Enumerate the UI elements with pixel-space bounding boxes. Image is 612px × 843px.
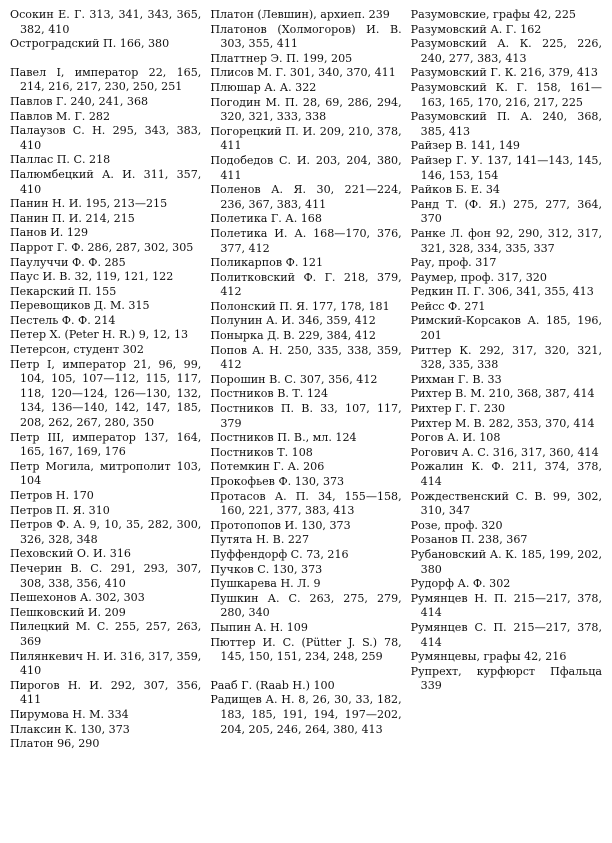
index-entry: Пирумова Н. М. 334 xyxy=(10,707,129,721)
index-entry: Рудорф А. Ф. 302 xyxy=(410,577,511,591)
index-entry: Пушкарева Н. Л. 9 xyxy=(210,577,321,591)
index-entry: Пыпин А. Н. 109 xyxy=(210,620,308,634)
index-entry: Пилецкий М. С. 255, 257, 263, 369 xyxy=(10,620,202,648)
index-entry: Полонский П. Я. 177, 178, 181 xyxy=(210,299,390,313)
index-entry: Розанов П. 238, 367 xyxy=(410,533,528,547)
index-entry: Прокофьев Ф. 130, 373 xyxy=(210,475,345,488)
index-entry: Петерсон, студент 302 xyxy=(10,343,144,357)
index-entry: Румянцев Н. П. 215—217, 378, 414 xyxy=(410,591,602,620)
index-entry: Путята Н. В. 227 xyxy=(210,533,310,547)
index-entry: Разумовский К. Г. 158, 161—163, 165, 170, 216, 217, 225 xyxy=(410,80,602,109)
index-entry: Рихтер М. В. 282, 353, 370, 414 xyxy=(410,416,595,430)
index-entry: Постников П. В. 33, 107, 117, 379 xyxy=(210,402,402,430)
index-column-3 xyxy=(411,8,602,843)
index-entry: Пучков С. 130, 373 xyxy=(210,562,323,576)
index-entry: Потемкин Г. А. 206 xyxy=(210,460,325,474)
index-entry: Паррот Г. Ф. 286, 287, 302, 305 xyxy=(10,240,194,254)
index-entry: Остроградский П. 166, 380 xyxy=(10,37,170,51)
index-entry: Румянцев С. П. 215—217, 378, 414 xyxy=(410,620,602,649)
index-entry: Пекарский П. 155 xyxy=(10,284,117,298)
index-column-1 xyxy=(10,8,201,843)
index-entry: Разумовский П. А. 240, 368, 385, 413 xyxy=(410,110,602,138)
index-entry: Разумовский Г. К. 216, 379, 413 xyxy=(410,66,598,80)
index-entry: Ранке Л. фон 92, 290, 312, 317, 321, 328, 334, 335, 337 xyxy=(410,226,602,255)
index-entry: Поленов А. Я. 30, 221—224, 236, 367, 383, 411 xyxy=(210,183,402,211)
index-entry: Розе, проф. 320 xyxy=(410,518,503,532)
index-entry: Полетика Г. А. 168 xyxy=(210,212,322,226)
index-entry: Разумовский А. К. 225, 226, 240, 277, 383, 413 xyxy=(410,37,602,65)
index-entry: Поликарпов Ф. 121 xyxy=(210,256,324,270)
index-entry: Рааб Г. (Raab H.) 100 xyxy=(210,678,335,692)
index-entry: Румянцевы, графы 42, 216 xyxy=(410,650,567,664)
index-entry: Плюшар А. А. 322 xyxy=(210,80,317,94)
index-entry: Панин П. И. 214, 215 xyxy=(10,211,135,225)
index-entry: Рихтер В. М. 210, 368, 387, 414 xyxy=(410,387,595,401)
index-entry: Рогов А. И. 108 xyxy=(410,431,501,445)
index-entry: Разумовский А. Г. 162 xyxy=(410,22,542,36)
index-entry: Петр I, император 21, 96, 99, 104, 105, 107—112, 115, 117, 118, 120—124, 126—130, 132, 134, 136—140, 142, 147, 185, 208, 262, 267, 280, 350 xyxy=(10,357,202,430)
index-entry: Редкин П. Г. 306, 341, 355, 413 xyxy=(410,285,594,299)
index-entry: Петров Н. 170 xyxy=(10,489,94,502)
index-entry: Райзер Г. У. 137, 141—143, 145, 146, 153, 154 xyxy=(410,153,602,182)
index-entry: Петров Ф. А. 9, 10, 35, 282, 300, 326, 328, 348 xyxy=(10,518,202,546)
index-entry: Плаксин К. 130, 373 xyxy=(10,722,130,736)
index-entry: Паулуччи Ф. Ф. 285 xyxy=(10,255,126,269)
index-entry: Рогович А. С. 316, 317, 360, 414 xyxy=(410,445,599,459)
index-entry: Платтнер Э. П. 199, 205 xyxy=(210,51,353,65)
index-entry: Римский-Корсаков А. 185, 196, 201 xyxy=(410,314,602,343)
index-entry: Павел I, император 22, 165, 214, 216, 217, 230, 250, 251 xyxy=(10,65,202,94)
index-entry: Протопопов И. 130, 373 xyxy=(210,518,351,532)
index-entry: Рупрехт, курфюрст Пфальца 339 xyxy=(410,664,602,693)
index-entry: Рожалин К. Ф. 211, 374, 378, 414 xyxy=(410,460,602,488)
index-entry: Петр Могила, митрополит 103, 104 xyxy=(10,459,202,488)
index-entry: Петер X. (Peter H. R.) 9, 12, 13 xyxy=(10,328,189,342)
index-entry: Рождественский С. В. 99, 302, 310, 347 xyxy=(410,489,602,518)
index-entry: Палаузов С. Н. 295, 343, 383, 410 xyxy=(10,124,202,152)
index-entry: Риттер К. 292, 317, 320, 321, 328, 335, 338 xyxy=(410,343,602,372)
index-entry: Полетика И. А. 168—170, 376, 377, 412 xyxy=(210,226,402,255)
index-entry: Постников В. Т. 124 xyxy=(210,387,329,401)
index-entry: Рихман Г. В. 33 xyxy=(410,372,502,386)
index-entry: Пюттер И. С. (Pütter J. S.) 78, 145, 150, 151, 234, 248, 259 xyxy=(210,635,402,664)
index-entry: Осокин Е. Г. 313, 341, 343, 365, 382, 410 xyxy=(10,8,202,36)
index-entry: Подобедов С. И. 203, 204, 380, 411 xyxy=(210,153,402,182)
index-entry: Райзер В. 141, 149 xyxy=(410,139,520,153)
index-entry: Рау, проф. 317 xyxy=(410,256,497,270)
index-entry: Пирогов Н. И. 292, 307, 356, 411 xyxy=(10,678,202,707)
index-entry: Радищев А. Н. 8, 26, 30, 33, 182, 183, 185, 191, 194, 197—202, 204, 205, 246, 264, 380, 413 xyxy=(210,693,402,736)
index-entry: Пестель Ф. Ф. 214 xyxy=(10,313,116,327)
index-entry: Полунин А. И. 346, 359, 412 xyxy=(210,314,376,328)
index-entry: Постников Т. 108 xyxy=(210,445,313,459)
index-entry: Попов А. Н. 250, 335, 338, 359, 412 xyxy=(210,343,402,372)
index-entry: Пеховский О. И. 316 xyxy=(10,547,131,561)
index-entry: Палюмбецкий А. И. 311, 357, 410 xyxy=(10,167,202,196)
index-entry: Паус И. В. 32, 119, 121, 122 xyxy=(10,270,174,284)
index-entry: Рихтер Г. Г. 230 xyxy=(410,402,506,416)
index-entry: Пушкин А. С. 263, 275, 279, 280, 340 xyxy=(210,591,402,620)
index-entry: Павлов Г. 240, 241, 368 xyxy=(10,94,149,108)
index-entry: Протасов А. П. 34, 155—158, 160, 221, 377, 383, 413 xyxy=(210,489,402,518)
index-entry: Панов И. 129 xyxy=(10,226,89,240)
index-entry: Райков Б. Е. 34 xyxy=(410,183,500,197)
index-entry: Пилянкевич Н. И. 316, 317, 359, 410 xyxy=(10,649,202,678)
index-entry: Рубановский А. К. 185, 199, 202, 380 xyxy=(410,547,602,576)
index-entry: Пешковский И. 209 xyxy=(10,605,126,619)
index-entry: Погодин М. П. 28, 69, 286, 294, 320, 321, 333, 338 xyxy=(210,95,402,124)
index-entry: Рейсс Ф. 271 xyxy=(410,299,486,313)
index-entry: Платон (Левшин), архиеп. 239 xyxy=(210,8,390,21)
index-entry: Пуффендорф С. 73, 216 xyxy=(210,547,349,561)
index-entry: Порошин В. С. 307, 356, 412 xyxy=(210,372,378,386)
index-entry: Постников П. В., мл. 124 xyxy=(210,431,357,445)
index-entry: Ранд Т. (Ф. Я.) 275, 277, 364, 370 xyxy=(410,197,602,226)
index-entry: Перевощиков Д. М. 315 xyxy=(10,299,150,313)
index-entry: Павлов М. Г. 282 xyxy=(10,109,111,123)
index-entry: Панин Н. И. 195, 213—215 xyxy=(10,197,168,211)
index-entry: Погорецкий П. И. 209, 210, 378, 411 xyxy=(210,124,402,153)
index-entry: Платонов (Холмогоров) И. В. 303, 355, 411 xyxy=(210,22,402,51)
index-entry: Петров П. Я. 310 xyxy=(10,503,110,517)
index-entry: Понырка Д. В. 229, 384, 412 xyxy=(210,329,376,343)
index-entry: Петр III, император 137, 164, 165, 167, 169, 176 xyxy=(10,430,202,459)
index-column-2 xyxy=(210,8,401,843)
index-entry: Печерин В. С. 291, 293, 307, 308, 338, 356, 410 xyxy=(10,561,202,590)
index-entry: Разумовские, графы 42, 225 xyxy=(410,8,576,21)
index-entry: Паллас П. С. 218 xyxy=(10,153,111,167)
index-entry: Плисов М. Г. 301, 340, 370, 411 xyxy=(210,66,396,80)
index-entry: Платон 96, 290 xyxy=(10,737,100,751)
index-entry: Пешехонов А. 302, 303 xyxy=(10,591,145,605)
index-entry: Раумер, проф. 317, 320 xyxy=(410,270,547,284)
index-entry: Политковский Ф. Г. 218, 379, 412 xyxy=(210,270,402,299)
